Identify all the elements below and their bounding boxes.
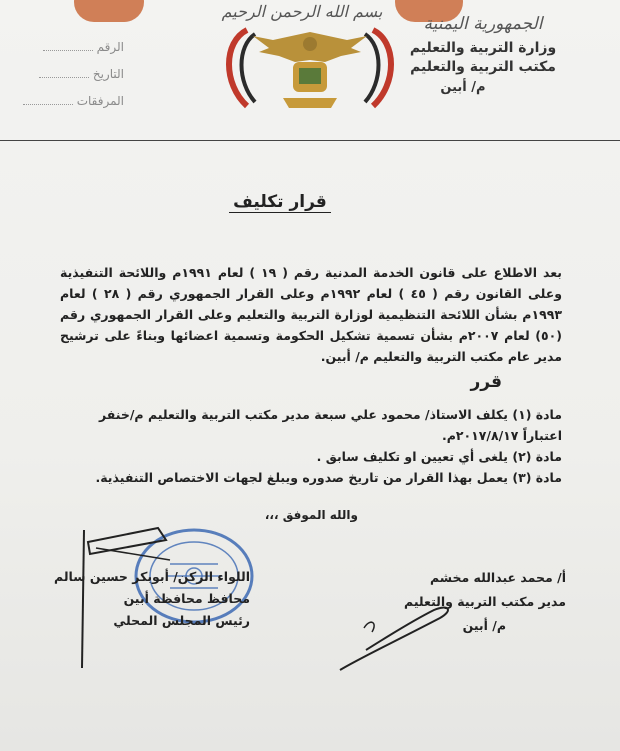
director-signature-block [366,566,566,638]
director-title: مدير مكتب التربية والتعليم [404,594,566,609]
article-3: مادة (٣) يعمل بهذا القرار من تاريخ صدوره ويبلغ لجهات الاختصاص التنفيذية. [95,470,562,485]
governor-council: رئيس المجلس المحلي [113,613,250,628]
issuer-header [388,14,578,95]
office-name: مكتب التربية والتعليم [410,59,556,75]
director-region: م/ أبين [462,618,506,633]
article-2: مادة (٢) يلغى أي تعيين او تكليف سابق . [316,449,562,464]
closing-phrase: والله الموفق ،،، [264,508,358,522]
republic-name: الجمهورية اليمنية [423,14,543,34]
decision-heading: قرر [470,372,502,392]
republic-emblem-icon [213,22,407,114]
header-divider [0,140,620,141]
articles-list [62,404,562,488]
region-name: م/ أبين [440,80,486,95]
field-date: التاريخ [14,67,124,94]
article-1: مادة (١) يكلف الاستاذ/ محمود علي سبعة مدير مكتب التربية والتعليم م/خنفر [98,407,562,422]
reference-fields [14,40,124,121]
governor-signature-block [50,566,250,632]
preamble-text: بعد الاطلاع على قانون الخدمة المدنية رقم ( ١٩ ) لعام ١٩٩١م واللائحة التنفيذية وعلى القانون رقم ( ٤٥ ) لعام ١٩٩٢م وعلى القرار الجمهوري رقم ( ٢٨ ) لعام ١٩٩٣م بشأن اللائحة التنظيمية لوزارة التربية والتعليم وعلى القرار الجمهوري رقم (٥٠) لعام ٢٠٠٧م بشأن تسمية تشكيل الحكومة وتسمية اعضائها وبناءً على ترشيح مدير عام مكتب التربية والتعليم م/ أبين. [60,265,563,364]
director-name: أ/ محمد عبدالله مخشم [429,570,566,585]
governor-title: محافظ محافظة أبين [123,591,250,606]
field-number: الرقم [14,40,124,67]
article-1-continued: اعتباراً ٢٠١٧/٨/١٧م. [441,428,562,443]
ministry-name: وزارة التربية والتعليم [409,40,557,56]
finger-shadow [74,0,144,22]
decision-title: قرار تكليف [0,192,560,212]
governor-name: اللواء الركن/ أبوبكر حسين سالم [54,569,250,584]
basmala: بسم الله الرحمن الرحيم [221,2,383,21]
field-attachments: المرفقات [14,94,124,121]
